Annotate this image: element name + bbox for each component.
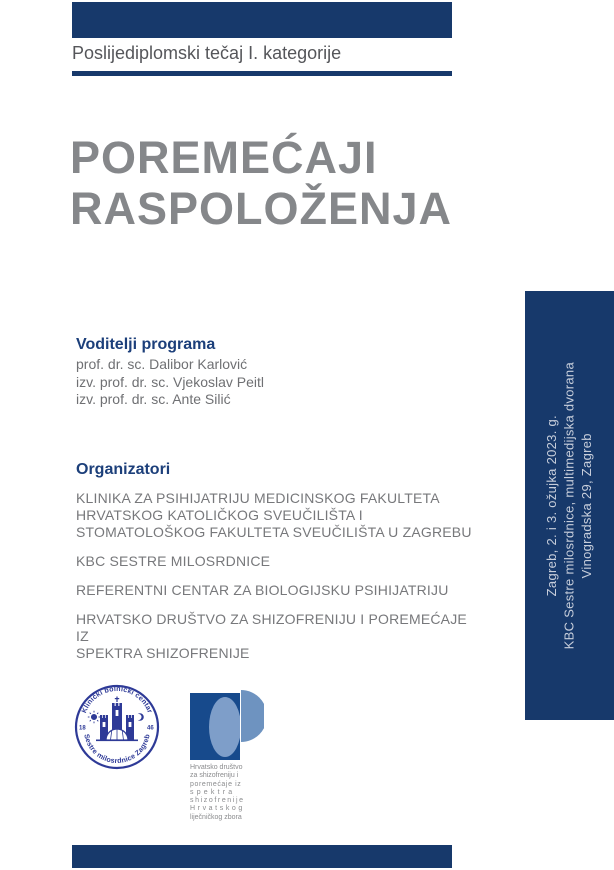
society-line: Hrvatsko društvo	[190, 764, 243, 771]
event-info-banner	[525, 291, 614, 720]
leaders-list	[76, 356, 264, 409]
course-category-label: Poslijediplomski tečaj I. kategorije	[72, 43, 342, 63]
society-line: za shizofreniju i	[190, 772, 239, 780]
logo-half-disc	[241, 690, 264, 742]
seal-arc-top-text: Klinički bolnički centar	[80, 684, 154, 715]
psychiatry-society-logo	[188, 688, 264, 766]
event-info-text	[543, 362, 596, 649]
poster-title-line1: POREMEĆAJI	[70, 132, 378, 183]
organizer-line: STOMATOLOŠKOG FAKULTETA SVEUČILIŠTA U ZAGREBU	[76, 524, 472, 540]
poster-title-line2: RASPOLOŽENJA	[70, 183, 453, 234]
seal-year-left: 18	[79, 725, 86, 732]
kbc-seal-logo	[74, 684, 160, 770]
organizer-line: SPEKTRA SHIZOFRENIJE	[76, 645, 250, 661]
organizer-line: HRVATSKOG KATOLIČKOG SVEUČILIŠTA I	[76, 507, 363, 523]
leader-name: izv. prof. dr. sc. Ante Silić	[76, 391, 231, 407]
organizer-line: KLINIKA ZA PSIHIJATRIJU MEDICINSKOG FAKULTETA	[76, 490, 440, 506]
header-rule	[72, 71, 452, 76]
seal-arc-bottom-text: Sestre milosrdnice Zagreb	[82, 733, 152, 766]
organizer-item	[76, 553, 476, 570]
organizer-item	[76, 490, 476, 541]
leader-name: prof. dr. sc. Dalibor Karlović	[76, 356, 248, 372]
leader-name: izv. prof. dr. sc. Vjekoslav Peitl	[76, 373, 265, 390]
leaders-heading: Voditelji programa	[76, 336, 216, 353]
organizer-item	[76, 611, 476, 662]
society-line: shizofrenije	[190, 797, 245, 805]
society-line: Hrvatskog	[190, 805, 245, 813]
event-address: Vinogradska 29, Zagreb	[579, 432, 595, 579]
society-line: liječničkog zbora	[190, 813, 242, 821]
organizer-line: REFERENTNI CENTAR ZA BIOLOGIJSKU PSIHIJATRIJU	[76, 582, 449, 598]
seal-year-right: 46	[147, 725, 154, 732]
organizer-item	[76, 582, 476, 599]
event-venue: KBC Sestre milosrdnice, multimedijska dvorana	[561, 361, 577, 650]
society-line: poremećaje iz	[190, 780, 242, 788]
organizers-list	[76, 490, 476, 674]
organizers-heading: Organizatori	[76, 461, 171, 478]
header-accent-bar	[72, 2, 452, 38]
logo-ellipse	[209, 697, 241, 757]
organizer-line: HRVATSKO DRUŠTVO ZA SHIZOFRENIJU I POREMEĆAJE IZ	[76, 611, 467, 644]
poster-title	[70, 132, 500, 234]
organizer-line: KBC SESTRE MILOSRDNICE	[76, 553, 271, 569]
footer-accent-bar	[72, 845, 452, 868]
society-name-text	[190, 764, 250, 822]
event-date: Zagreb, 2. i 3. ožujka 2023. g.	[544, 414, 560, 597]
society-line: spektra	[190, 788, 236, 796]
